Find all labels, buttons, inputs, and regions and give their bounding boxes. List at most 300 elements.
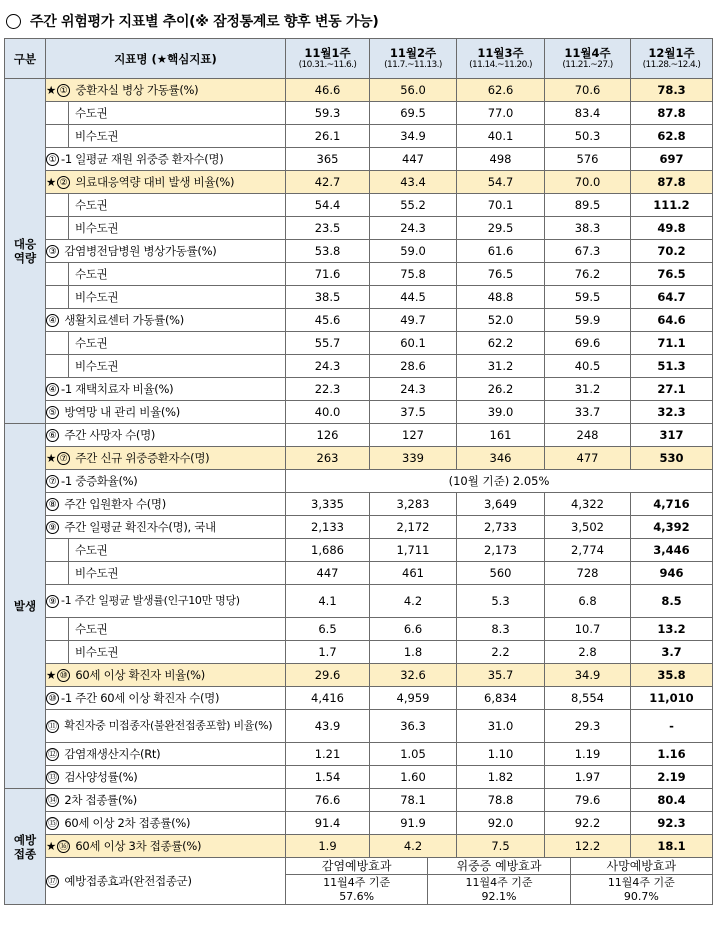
value-cell: 26.1 (286, 125, 370, 148)
value-cell: 35.8 (631, 664, 713, 687)
week-label: 11월2주 (389, 46, 437, 60)
table-row (5, 171, 713, 194)
value-cell: 12.2 (545, 835, 631, 858)
indicator-label-cell (46, 447, 286, 470)
header-category: 구분 (5, 39, 46, 79)
value-cell: 71.6 (286, 263, 370, 286)
page-title (6, 8, 378, 34)
value-cell: 317 (631, 424, 713, 447)
value-cell: 62.2 (457, 332, 545, 355)
table-subrow (5, 286, 713, 309)
value-cell: 64.7 (631, 286, 713, 309)
value-cell: 34.9 (370, 125, 457, 148)
value-cell: 27.1 (631, 378, 713, 401)
value-cell: 49.7 (370, 309, 457, 332)
indicator-label-cell (46, 332, 286, 355)
table-subrow (5, 618, 713, 641)
table-row (5, 424, 713, 447)
value-cell: 6.6 (370, 618, 457, 641)
value-cell: 4,322 (545, 493, 631, 516)
indicator-label: 주간 60세 이상 확진자 수(명) (75, 691, 220, 705)
effect-body (571, 875, 712, 904)
indicator-label: 재택치료자 비율(%) (75, 382, 174, 396)
sub-divider (68, 217, 69, 239)
star-icon: ★ (46, 175, 57, 189)
value-cell: 1.10 (457, 743, 545, 766)
value-cell: 89.5 (545, 194, 631, 217)
value-cell: 1.19 (545, 743, 631, 766)
week-range: (11.28.~12.4.) (642, 60, 701, 70)
table-subrow (5, 102, 713, 125)
table-subrow (5, 355, 713, 378)
indicator-label-cell (46, 562, 286, 585)
value-cell: 69.5 (370, 102, 457, 125)
table-row (5, 309, 713, 332)
value-cell: 1.7 (286, 641, 370, 664)
table-row (5, 585, 713, 618)
indicator-label: 확진자중 미접종자(불완전접종포함) 비율(%) (64, 719, 273, 733)
indicator-label-cell (46, 355, 286, 378)
value-cell: 126 (286, 424, 370, 447)
value-cell: 2,172 (370, 516, 457, 539)
value-cell: 37.5 (370, 401, 457, 424)
value-cell: 8.3 (457, 618, 545, 641)
value-cell: 1,711 (370, 539, 457, 562)
vaccine-effect-cell (286, 858, 713, 905)
indicator-label-cell (46, 664, 286, 687)
circled-number: ② (57, 176, 70, 189)
value-cell: 38.5 (286, 286, 370, 309)
value-cell: 728 (545, 562, 631, 585)
value-cell: 55.2 (370, 194, 457, 217)
indicator-label: 수도권 (75, 543, 108, 557)
value-cell: 1.82 (457, 766, 545, 789)
table-row (5, 79, 713, 102)
value-cell: 59.5 (545, 286, 631, 309)
sub-divider (68, 263, 69, 285)
indicator-label: 방역망 내 관리 비율(%) (64, 405, 180, 419)
indicator-label-cell (46, 309, 286, 332)
value-cell: 560 (457, 562, 545, 585)
value-cell: 83.4 (545, 102, 631, 125)
value-cell: 79.6 (545, 789, 631, 812)
indicator-label: 예방접종효과(완전접종군) (64, 874, 192, 888)
indicator-label: 비수도권 (75, 566, 119, 580)
value-cell: 127 (370, 424, 457, 447)
value-cell: 80.4 (631, 789, 713, 812)
indicator-label: 비수도권 (75, 290, 119, 304)
indicator-label-cell (46, 102, 286, 125)
indicator-label-cell (46, 710, 286, 743)
value-cell: 18.1 (631, 835, 713, 858)
value-cell: 29.5 (457, 217, 545, 240)
table-row (5, 687, 713, 710)
value-cell: 1.97 (545, 766, 631, 789)
effect-column (570, 858, 712, 904)
value-cell: 1.60 (370, 766, 457, 789)
indicator-label: 검사양성률(%) (64, 770, 138, 784)
value-cell: 4.2 (370, 835, 457, 858)
value-cell: 32.6 (370, 664, 457, 687)
table-subrow (5, 539, 713, 562)
table-subrow (5, 562, 713, 585)
category-cell-occurrence: 발생 (5, 424, 46, 789)
value-cell: 49.8 (631, 217, 713, 240)
indicator-label: 비수도권 (75, 359, 119, 373)
circled-number: ⑰ (46, 875, 59, 888)
value-cell: 447 (286, 562, 370, 585)
effect-basis: 11월4주 기준 (323, 876, 391, 889)
value-cell: 92.3 (631, 812, 713, 835)
value-cell: 91.4 (286, 812, 370, 835)
value-cell: 36.3 (370, 710, 457, 743)
value-cell: 4,716 (631, 493, 713, 516)
value-cell: 70.1 (457, 194, 545, 217)
indicator-label-cell (46, 516, 286, 539)
header-week-2 (370, 39, 457, 79)
value-cell: 55.7 (286, 332, 370, 355)
indicator-label: 주간 사망자 수(명) (64, 428, 156, 442)
indicator-label-cell (46, 687, 286, 710)
value-cell: 59.9 (545, 309, 631, 332)
indicator-label-cell (46, 148, 286, 171)
value-cell: 8.5 (631, 585, 713, 618)
value-cell: 78.8 (457, 789, 545, 812)
value-cell: 59.3 (286, 102, 370, 125)
effect-column (286, 858, 427, 904)
value-cell: 3.7 (631, 641, 713, 664)
value-cell: 1.54 (286, 766, 370, 789)
effect-column (427, 858, 569, 904)
indicator-label: 중환자실 병상 가동률(%) (75, 83, 199, 97)
value-cell: 76.5 (457, 263, 545, 286)
value-cell: 91.9 (370, 812, 457, 835)
indicator-label: 수도권 (75, 336, 108, 350)
indicator-label-cell (46, 171, 286, 194)
value-cell: 339 (370, 447, 457, 470)
indicator-label: 중증화율(%) (75, 474, 138, 488)
indicator-label: 수도권 (75, 267, 108, 281)
circled-number: ① (46, 153, 59, 166)
effect-title: 위중증 예방효과 (428, 858, 569, 875)
category-cell-vaccination: 예방 접종 (5, 789, 46, 905)
indicator-label: 비수도권 (75, 221, 119, 235)
page-title-text: 주간 위험평가 지표별 추이(※ 잠정통계로 향후 변동 가능) (30, 14, 379, 30)
value-cell: 45.6 (286, 309, 370, 332)
table-subrow (5, 217, 713, 240)
table-row (5, 148, 713, 171)
value-cell: 42.7 (286, 171, 370, 194)
value-cell: 461 (370, 562, 457, 585)
indicator-label: 주간 일평균 발생률(인구10만 명당) (74, 594, 240, 608)
table-row (5, 664, 713, 687)
header-week-1 (286, 39, 370, 79)
indicator-label: 60세 이상 확진자 비율(%) (75, 668, 205, 682)
value-cell: 56.0 (370, 79, 457, 102)
value-cell: 5.3 (457, 585, 545, 618)
indicator-label: 비수도권 (75, 129, 119, 143)
value-cell: 7.5 (457, 835, 545, 858)
sub-divider (68, 194, 69, 216)
effect-title: 감염예방효과 (286, 858, 427, 875)
indicator-label: 감염재생산지수(Rt) (64, 747, 161, 761)
table-row (5, 710, 713, 743)
value-cell: 4,392 (631, 516, 713, 539)
value-cell: 32.3 (631, 401, 713, 424)
value-cell: - (631, 710, 713, 743)
value-cell: 2.8 (545, 641, 631, 664)
value-cell: 22.3 (286, 378, 370, 401)
week-range: (11.21.~27.) (562, 60, 613, 70)
indicator-label: 60세 이상 2차 접종률(%) (64, 816, 191, 830)
value-cell: 3,335 (286, 493, 370, 516)
value-cell: 2.19 (631, 766, 713, 789)
value-cell: 87.8 (631, 171, 713, 194)
value-cell: 111.2 (631, 194, 713, 217)
indicator-label-cell (46, 835, 286, 858)
sub-divider (68, 641, 69, 663)
value-cell: 75.8 (370, 263, 457, 286)
value-cell: 54.7 (457, 171, 545, 194)
vaccine-effect-row (5, 858, 713, 905)
indicator-suffix: -1 (61, 382, 72, 396)
indicator-label: 비수도권 (75, 645, 119, 659)
indicator-label-cell (46, 585, 286, 618)
indicator-label-cell (46, 125, 286, 148)
sub-divider (68, 618, 69, 640)
circled-number: ⑦ (57, 452, 70, 465)
effect-basis: 11월4주 기준 (607, 876, 675, 889)
week-label: 11월4주 (564, 46, 611, 60)
value-cell: 161 (457, 424, 545, 447)
indicator-label-cell (46, 401, 286, 424)
value-cell: 77.0 (457, 102, 545, 125)
indicator-label-cell (46, 240, 286, 263)
value-cell: 1.8 (370, 641, 457, 664)
circled-number: ⑦ (46, 475, 59, 488)
value-cell: 1.16 (631, 743, 713, 766)
value-cell: 70.6 (545, 79, 631, 102)
value-cell: 92.2 (545, 812, 631, 835)
value-cell: 31.0 (457, 710, 545, 743)
value-cell: 2,774 (545, 539, 631, 562)
header-week-3 (457, 39, 545, 79)
table-row (5, 447, 713, 470)
effect-value: 92.1% (481, 890, 517, 903)
value-cell: 76.5 (631, 263, 713, 286)
indicator-label-cell (46, 263, 286, 286)
value-cell: 34.9 (545, 664, 631, 687)
week-label: 12월1주 (648, 46, 695, 60)
circled-number: ⑬ (46, 771, 59, 784)
value-cell: 2.2 (457, 641, 545, 664)
indicator-label: 의료대응역량 대비 발생 비율(%) (75, 175, 235, 189)
effect-body (286, 875, 427, 904)
indicator-label-cell (46, 539, 286, 562)
value-cell: 35.7 (457, 664, 545, 687)
indicator-label-cell (46, 378, 286, 401)
value-cell: 4.2 (370, 585, 457, 618)
indicator-suffix: -1 (61, 474, 72, 488)
table-row (5, 493, 713, 516)
value-cell: 263 (286, 447, 370, 470)
indicator-label-cell (46, 79, 286, 102)
effect-title: 사망예방효과 (571, 858, 712, 875)
value-cell: 24.3 (370, 217, 457, 240)
circled-number: ④ (46, 383, 59, 396)
table-subrow (5, 263, 713, 286)
value-cell: 11,010 (631, 687, 713, 710)
table-row (5, 812, 713, 835)
circled-number: ④ (46, 314, 59, 327)
value-cell: 10.7 (545, 618, 631, 641)
merged-value-cell: (10월 기준) 2.05% (286, 470, 713, 493)
effect-value: 57.6% (339, 890, 375, 903)
sub-divider (68, 355, 69, 377)
table-subrow (5, 332, 713, 355)
value-cell: 87.8 (631, 102, 713, 125)
table-row (5, 240, 713, 263)
indicator-label: 수도권 (75, 622, 108, 636)
effect-basis: 11월4주 기준 (465, 876, 533, 889)
indicator-label: 일평균 재원 위중증 환자수(명) (75, 152, 224, 166)
indicator-label: 주간 입원환자 수(명) (64, 497, 166, 511)
value-cell: 29.3 (545, 710, 631, 743)
value-cell: 477 (545, 447, 631, 470)
value-cell: 2,733 (457, 516, 545, 539)
value-cell: 6.8 (545, 585, 631, 618)
indicator-label-cell (46, 766, 286, 789)
value-cell: 1,686 (286, 539, 370, 562)
value-cell: 53.8 (286, 240, 370, 263)
value-cell: 13.2 (631, 618, 713, 641)
value-cell: 248 (545, 424, 631, 447)
value-cell: 33.7 (545, 401, 631, 424)
value-cell: 697 (631, 148, 713, 171)
table-row (5, 789, 713, 812)
value-cell: 61.6 (457, 240, 545, 263)
value-cell: 62.8 (631, 125, 713, 148)
circled-number: ⑪ (46, 720, 59, 733)
table-row (5, 401, 713, 424)
week-label: 11월1주 (304, 46, 351, 60)
value-cell: 69.6 (545, 332, 631, 355)
indicator-suffix: -1 (61, 594, 72, 608)
category-cell-response: 대응 역량 (5, 79, 46, 424)
value-cell: 1.9 (286, 835, 370, 858)
value-cell: 23.5 (286, 217, 370, 240)
indicator-label-cell (46, 493, 286, 516)
value-cell: 3,502 (545, 516, 631, 539)
indicator-suffix: -1 (61, 152, 72, 166)
value-cell: 6.5 (286, 618, 370, 641)
value-cell: 28.6 (370, 355, 457, 378)
table-row (5, 470, 713, 493)
indicator-label-cell (46, 424, 286, 447)
value-cell: 3,283 (370, 493, 457, 516)
indicator-label-cell (46, 789, 286, 812)
value-cell: 51.3 (631, 355, 713, 378)
value-cell: 67.3 (545, 240, 631, 263)
value-cell: 60.1 (370, 332, 457, 355)
sub-divider (68, 286, 69, 308)
value-cell: 43.4 (370, 171, 457, 194)
value-cell: 44.5 (370, 286, 457, 309)
value-cell: 946 (631, 562, 713, 585)
star-icon: ★ (46, 83, 57, 97)
circled-number: ⑩ (46, 692, 59, 705)
indicator-label: 60세 이상 3차 접종률(%) (75, 839, 202, 853)
week-range: (11.7.~11.13.) (384, 60, 442, 70)
value-cell: 40.5 (545, 355, 631, 378)
circled-number: ⑫ (46, 748, 59, 761)
effect-value: 90.7% (623, 890, 659, 903)
circled-number: ③ (46, 245, 59, 258)
value-cell: 50.3 (545, 125, 631, 148)
sub-divider (68, 332, 69, 354)
indicator-label: 수도권 (75, 198, 108, 212)
value-cell: 498 (457, 148, 545, 171)
value-cell: 40.1 (457, 125, 545, 148)
indicator-label-cell (46, 618, 286, 641)
value-cell: 1.21 (286, 743, 370, 766)
indicator-label: 감염병전담병원 병상가동률(%) (64, 244, 217, 258)
header-indicator: 지표명 (★핵심지표) (46, 39, 286, 79)
table-subrow (5, 641, 713, 664)
vaccine-effect-grid (286, 858, 712, 904)
circled-number: ⑤ (46, 406, 59, 419)
circled-number: ⑭ (46, 794, 59, 807)
week-range: (10.31.~11.6.) (298, 60, 357, 70)
sub-divider (68, 539, 69, 561)
value-cell: 3,649 (457, 493, 545, 516)
circled-number: ① (57, 84, 70, 97)
value-cell: 92.0 (457, 812, 545, 835)
value-cell: 1.05 (370, 743, 457, 766)
circled-number: ⑧ (46, 498, 59, 511)
value-cell: 29.6 (286, 664, 370, 687)
value-cell: 530 (631, 447, 713, 470)
value-cell: 3,446 (631, 539, 713, 562)
value-cell: 31.2 (545, 378, 631, 401)
indicator-label-cell (46, 641, 286, 664)
indicator-label-cell (46, 812, 286, 835)
value-cell: 52.0 (457, 309, 545, 332)
value-cell: 46.6 (286, 79, 370, 102)
indicator-label-cell (46, 217, 286, 240)
star-icon: ★ (46, 839, 57, 853)
value-cell: 76.6 (286, 789, 370, 812)
value-cell: 26.2 (457, 378, 545, 401)
value-cell: 365 (286, 148, 370, 171)
table-row (5, 743, 713, 766)
value-cell: 38.3 (545, 217, 631, 240)
sub-divider (68, 102, 69, 124)
value-cell: 447 (370, 148, 457, 171)
star-icon: ★ (46, 668, 57, 682)
table-row (5, 378, 713, 401)
indicator-label: 주간 일평균 확진자수(명), 국내 (64, 520, 216, 534)
indicator-label-cell (46, 743, 286, 766)
value-cell: 59.0 (370, 240, 457, 263)
value-cell: 6,834 (457, 687, 545, 710)
table-header-row (5, 39, 713, 79)
value-cell: 78.3 (631, 79, 713, 102)
value-cell: 4.1 (286, 585, 370, 618)
week-range: (11.14.~11.20.) (469, 60, 532, 70)
value-cell: 76.2 (545, 263, 631, 286)
value-cell: 31.2 (457, 355, 545, 378)
